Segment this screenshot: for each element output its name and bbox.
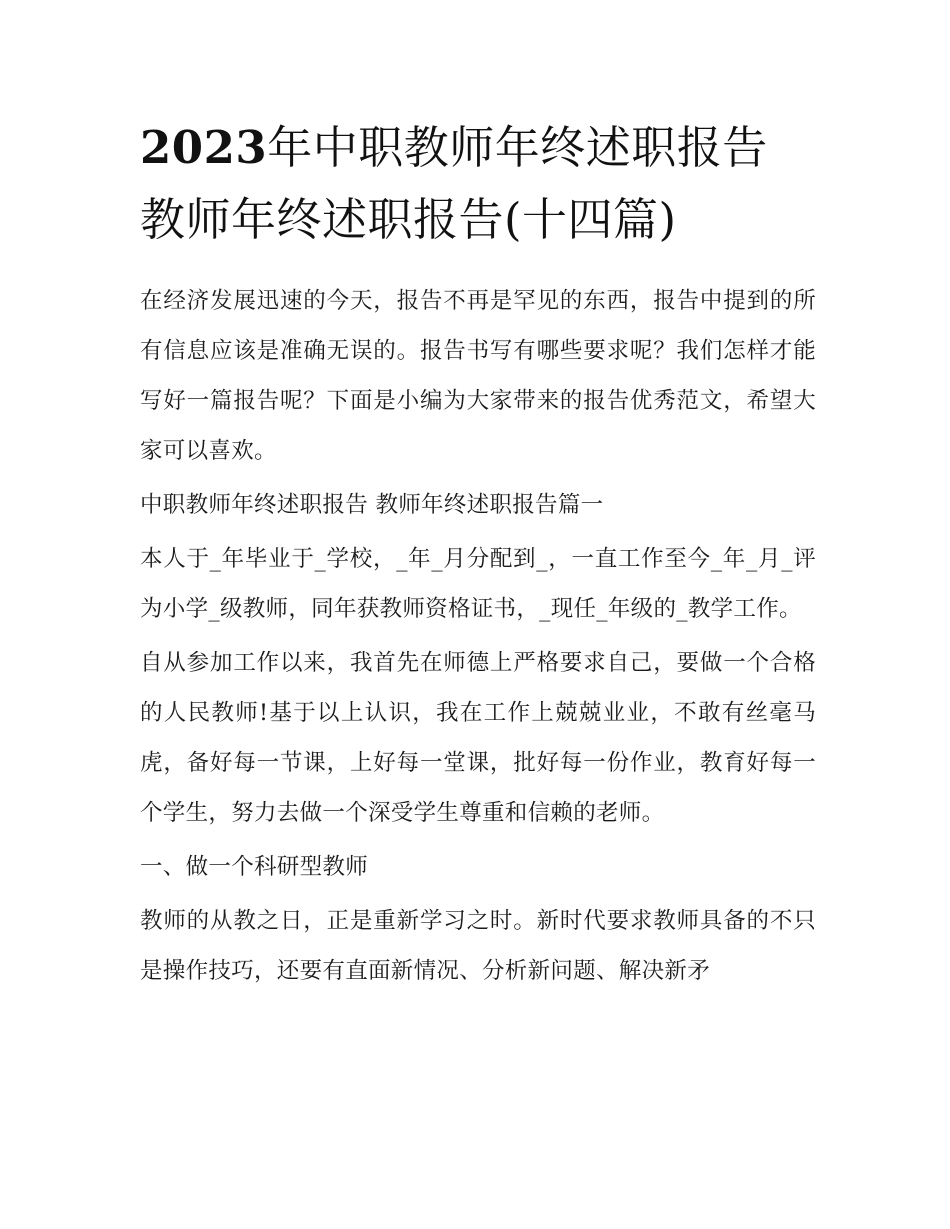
body-paragraph: 本人于_年毕业于_学校，_年_月分配到_，一直工作至今_年_月_评为小学_级教师，同年获教师资格证书，_现任_年级的_教学工作。: [140, 546, 816, 622]
body-paragraph: 教师的从教之日，正是重新学习之时。新时代要求教师具备的不只是操作技巧，还要有直面新情况、分析新问题、解决新矛: [140, 908, 816, 984]
intro-paragraph: 在经济发展迅速的今天，报告不再是罕见的东西，报告中提到的所有信息应该是准确无误的。报告书写有哪些要求呢？我们怎样才能写好一篇报告呢？下面是小编为大家带来的报告优秀范文，希望大家可以喜欢。: [140, 288, 816, 464]
document-body: [140, 276, 816, 996]
title-year: 2023: [140, 121, 268, 174]
subsection-heading: 一、做一个科研型教师: [140, 854, 369, 880]
title-line-2: 教师年终述职报告(十四篇): [140, 193, 677, 246]
body-paragraph: 自从参加工作以来，我首先在师德上严格要求自己，要做一个合格的人民教师!基于以上认识，我在工作上兢兢业业，不敢有丝毫马虎，备好每一节课，上好每一堂课，批好每一份作业，教育好每一个学生，努力去做一个深受学生尊重和信赖的老师。: [140, 650, 816, 826]
title-line-1: [140, 112, 816, 184]
document-content: [140, 112, 816, 1000]
title-line-1-text: 年中职教师年终述职报告: [267, 121, 768, 174]
section-heading: 中职教师年终述职报告 教师年终述职报告篇一: [140, 492, 604, 518]
document-title: [140, 112, 816, 256]
